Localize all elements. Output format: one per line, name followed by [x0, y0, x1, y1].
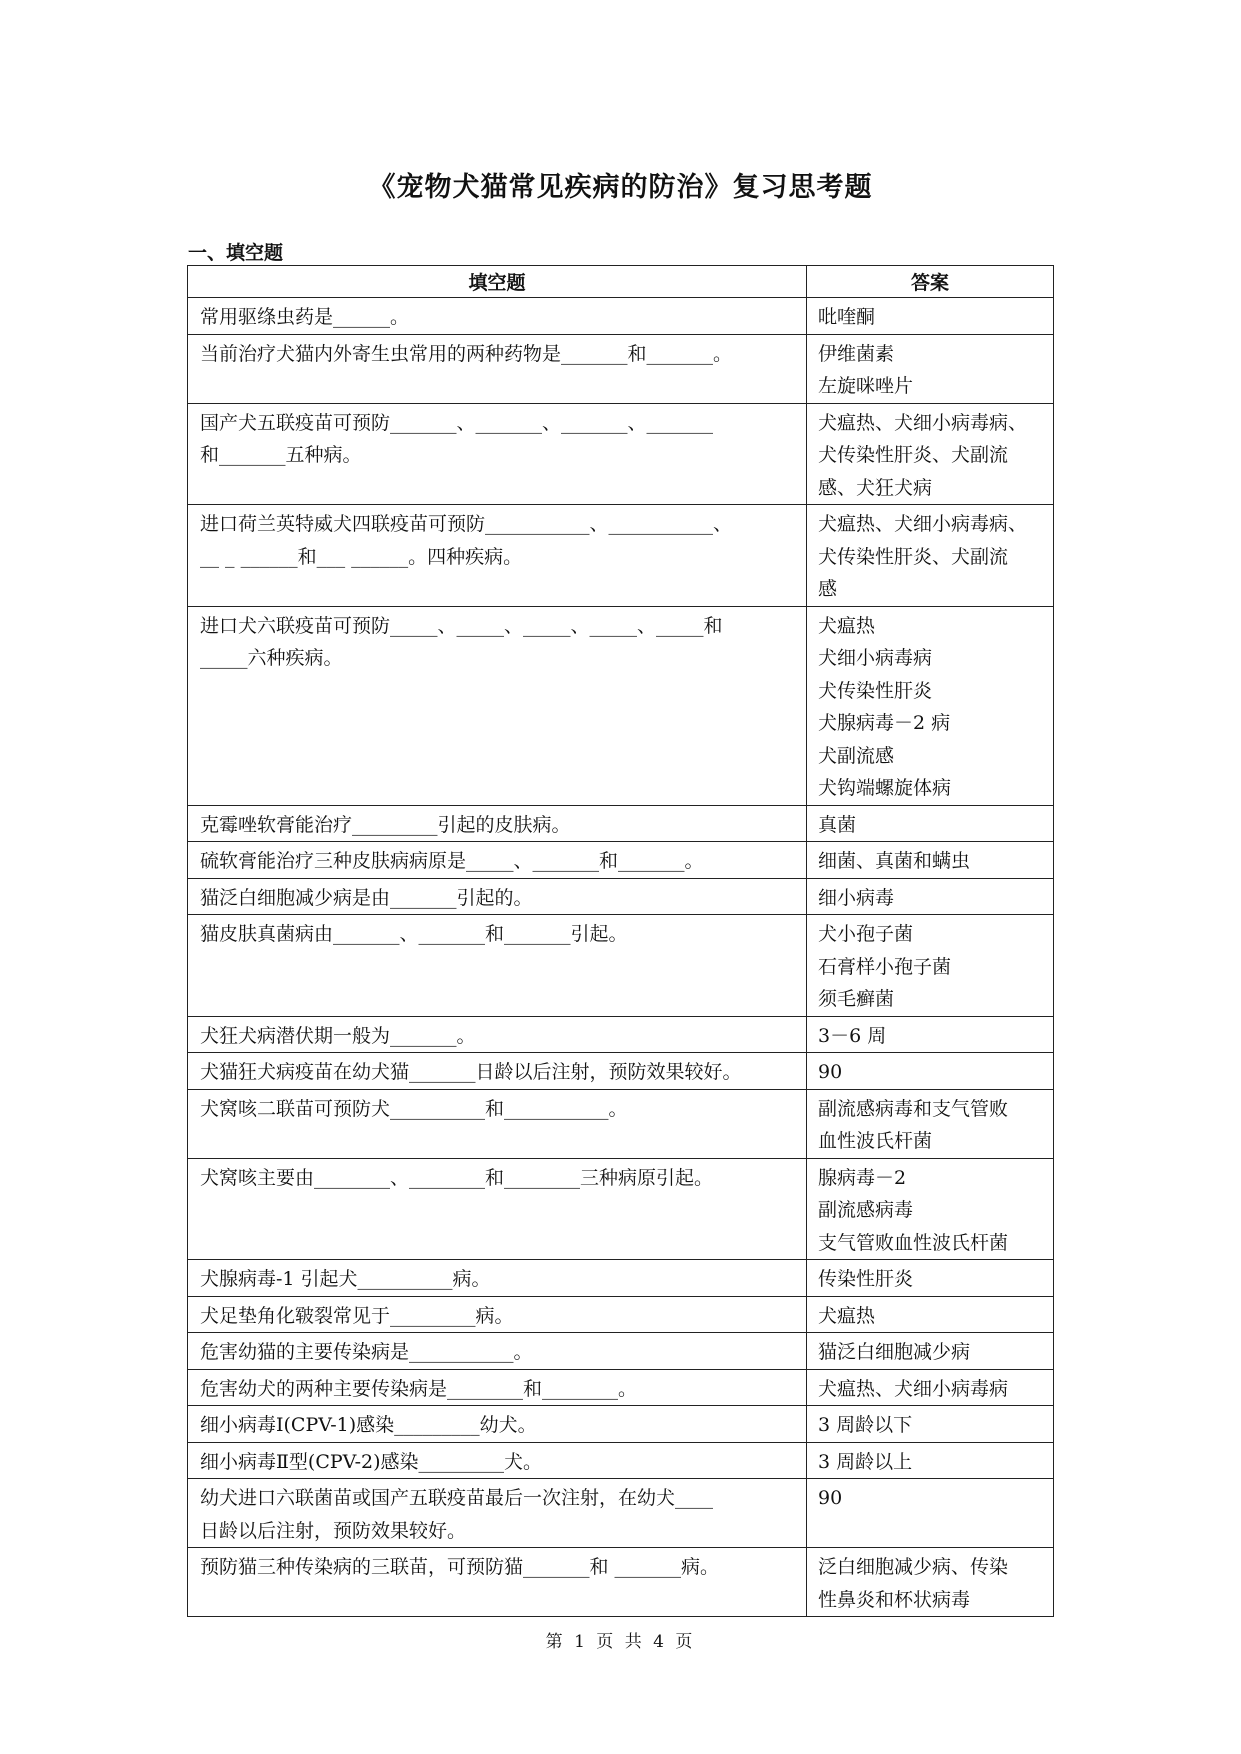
answer-text: 须毛癣菌 [818, 988, 895, 1010]
answer-text: 细菌、真菌和螨虫 [818, 850, 971, 872]
question-text: 犬狂犬病潜伏期一般为_______。 [200, 1024, 476, 1047]
table-row [188, 298, 1054, 335]
question-cell [188, 1548, 807, 1617]
question-text: 日龄以后注射，预防效果较好。 [200, 1519, 467, 1542]
answer-text: 细小病毒 [818, 886, 895, 909]
question-cell [188, 1369, 807, 1406]
question-text: 猫泛白细胞减少病是由_______引起的。 [200, 886, 533, 909]
table-row [188, 1053, 1054, 1090]
question-cell [188, 1016, 807, 1053]
answer-text: 副流感病毒 [818, 1199, 914, 1221]
table-row [188, 1479, 1054, 1548]
answer-text: 泛白细胞减少病、传染 [818, 1556, 1009, 1578]
answer-text: 犬细小病毒病 [818, 647, 933, 669]
table-row [188, 1158, 1054, 1260]
question-text: 细小病毒Ⅱ型(CPV-2)感染_________犬。 [200, 1450, 543, 1473]
answer-cell [807, 1333, 1054, 1370]
answer-text: 伊维菌素 [818, 342, 895, 365]
answer-text: 犬瘟热 [818, 614, 876, 637]
question-text: 幼犬进口六联菌苗或国产五联疫苗最后一次注射，在幼犬____ [200, 1487, 714, 1509]
question-text: 犬猫狂犬病疫苗在幼犬猫_______日龄以后注射，预防效果较好。 [200, 1061, 742, 1083]
question-text: 犬足垫角化皲裂常见于_________病。 [200, 1304, 514, 1327]
answer-cell [807, 1158, 1054, 1260]
answer-cell [807, 1479, 1054, 1548]
table-row [188, 805, 1054, 842]
question-text: 犬窝咳主要由________、________和________三种病原引起。 [200, 1166, 714, 1189]
answer-text: 猫泛白细胞减少病 [818, 1341, 971, 1363]
qa-table [187, 265, 1054, 1617]
answer-cell [807, 1548, 1054, 1617]
answer-text: 犬副流感 [818, 744, 895, 767]
question-text: 和_______五种病。 [200, 444, 362, 466]
question-text: 进口荷兰英特威犬四联疫苗可预防___________、___________、 [200, 513, 733, 535]
answer-text: 犬钩端螺旋体病 [818, 777, 952, 799]
question-text: 危害幼犬的两种主要传染病是________和________。 [200, 1377, 638, 1400]
question-text: 预防猫三种传染病的三联苗，可预防猫_______和 _______病。 [200, 1556, 720, 1578]
question-cell [188, 1333, 807, 1370]
answer-cell [807, 842, 1054, 879]
question-cell [188, 606, 807, 805]
question-text: __ _ ______和___ ______。四种疾病。 [200, 545, 523, 568]
answer-text: 传染性肝炎 [818, 1268, 914, 1290]
answer-text: 3 周龄以上 [818, 1450, 913, 1473]
answer-text: 腺病毒－2 [818, 1166, 907, 1189]
answer-text: 3 周龄以下 [818, 1414, 913, 1436]
question-cell [188, 1089, 807, 1158]
question-text: 进口犬六联疫苗可预防_____、_____、_____、_____、_____和 [200, 614, 723, 637]
answer-cell [807, 1053, 1054, 1090]
page-title: 《宠物犬猫常见疾病的防治》复习思考题 [368, 172, 873, 203]
answer-cell [807, 505, 1054, 607]
question-text: 国产犬五联疫苗可预防_______、_______、_______、_______ [200, 411, 714, 434]
answer-text: 犬瘟热、犬细小病毒病、 [818, 513, 1028, 535]
answer-text: 感、犬狂犬病 [818, 476, 933, 499]
answer-text: 犬瘟热、犬细小病毒病 [818, 1377, 1009, 1400]
table-row [188, 505, 1054, 607]
question-text: _____六种疾病。 [200, 647, 343, 669]
table-body [188, 298, 1054, 1617]
question-text: 犬窝咳二联苗可预防犬__________和___________。 [200, 1097, 628, 1120]
question-cell [188, 403, 807, 505]
table-row [188, 1369, 1054, 1406]
answer-cell [807, 1369, 1054, 1406]
table-row [188, 1442, 1054, 1479]
answer-cell [807, 915, 1054, 1017]
answer-cell [807, 1406, 1054, 1443]
answer-text: 90 [818, 1487, 843, 1509]
answer-text: 石膏样小孢子菌 [818, 955, 952, 978]
answer-cell [807, 298, 1054, 335]
answer-cell [807, 878, 1054, 915]
section-heading: 一、填空题 [188, 242, 284, 264]
answer-text: 真菌 [818, 813, 857, 836]
question-cell [188, 1479, 807, 1548]
question-cell [188, 1158, 807, 1260]
question-cell [188, 505, 807, 607]
column-header-answer: 答案 [807, 266, 1054, 298]
question-cell [188, 1442, 807, 1479]
answer-text: 支气管败血性波氏杆菌 [818, 1231, 1009, 1254]
answer-text: 吡喹酮 [818, 306, 876, 328]
answer-text: 犬瘟热 [818, 1304, 876, 1327]
table-row [188, 915, 1054, 1017]
answer-cell [807, 1260, 1054, 1297]
table-row [188, 606, 1054, 805]
answer-text: 3－6 周 [818, 1024, 887, 1047]
column-header-question: 填空题 [188, 266, 807, 298]
question-text: 危害幼猫的主要传染病是___________。 [200, 1341, 533, 1363]
answer-cell [807, 334, 1054, 403]
table-row [188, 1333, 1054, 1370]
answer-text: 犬传染性肝炎 [818, 679, 933, 702]
answer-cell [807, 1016, 1054, 1053]
table-row [188, 842, 1054, 879]
table-row [188, 1548, 1054, 1617]
question-cell [188, 842, 807, 879]
answer-text: 犬腺病毒－2 病 [818, 712, 951, 734]
answer-text: 犬传染性肝炎、犬副流 [818, 545, 1009, 568]
answer-text: 性鼻炎和杯状病毒 [818, 1588, 971, 1611]
table-header-row [188, 266, 1054, 298]
answer-cell [807, 1089, 1054, 1158]
answer-text: 血性波氏杆菌 [818, 1130, 933, 1152]
question-cell [188, 334, 807, 403]
question-cell [188, 1260, 807, 1297]
table-row [188, 878, 1054, 915]
question-cell [188, 915, 807, 1017]
answer-cell [807, 606, 1054, 805]
answer-text: 90 [818, 1061, 843, 1083]
table-row [188, 334, 1054, 403]
answer-text: 犬传染性肝炎、犬副流 [818, 444, 1009, 466]
question-text: 猫皮肤真菌病由_______、_______和_______引起。 [200, 923, 628, 945]
question-cell [188, 1406, 807, 1443]
question-cell [188, 1053, 807, 1090]
answer-text: 副流感病毒和支气管败 [818, 1097, 1009, 1120]
question-cell [188, 805, 807, 842]
answer-cell [807, 1442, 1054, 1479]
question-cell [188, 878, 807, 915]
table-row [188, 403, 1054, 505]
question-text: 常用驱绦虫药是______。 [200, 306, 410, 328]
question-text: 硫软膏能治疗三种皮肤病病原是_____、_______和_______。 [200, 850, 704, 872]
question-text: 犬腺病毒-1 引起犬__________病。 [200, 1268, 491, 1290]
answer-cell [807, 403, 1054, 505]
question-text: 当前治疗犬猫内外寄生虫常用的两种药物是_______和_______。 [200, 342, 733, 365]
answer-text: 犬瘟热、犬细小病毒病、 [818, 411, 1028, 434]
table-row [188, 1296, 1054, 1333]
page-footer: 第 1 页 共 4 页 [545, 1632, 696, 1652]
table-row [188, 1260, 1054, 1297]
answer-text: 犬小孢子菌 [818, 923, 914, 945]
answer-cell [807, 805, 1054, 842]
table-row [188, 1406, 1054, 1443]
table-row [188, 1089, 1054, 1158]
question-cell [188, 298, 807, 335]
answer-text: 左旋咪唑片 [818, 375, 914, 397]
question-text: 细小病毒Ⅰ(CPV-1)感染_________幼犬。 [200, 1414, 537, 1436]
answer-cell [807, 1296, 1054, 1333]
table-row [188, 1016, 1054, 1053]
question-text: 克霉唑软膏能治疗_________引起的皮肤病。 [200, 813, 571, 836]
answer-text: 感 [818, 578, 838, 600]
question-cell [188, 1296, 807, 1333]
